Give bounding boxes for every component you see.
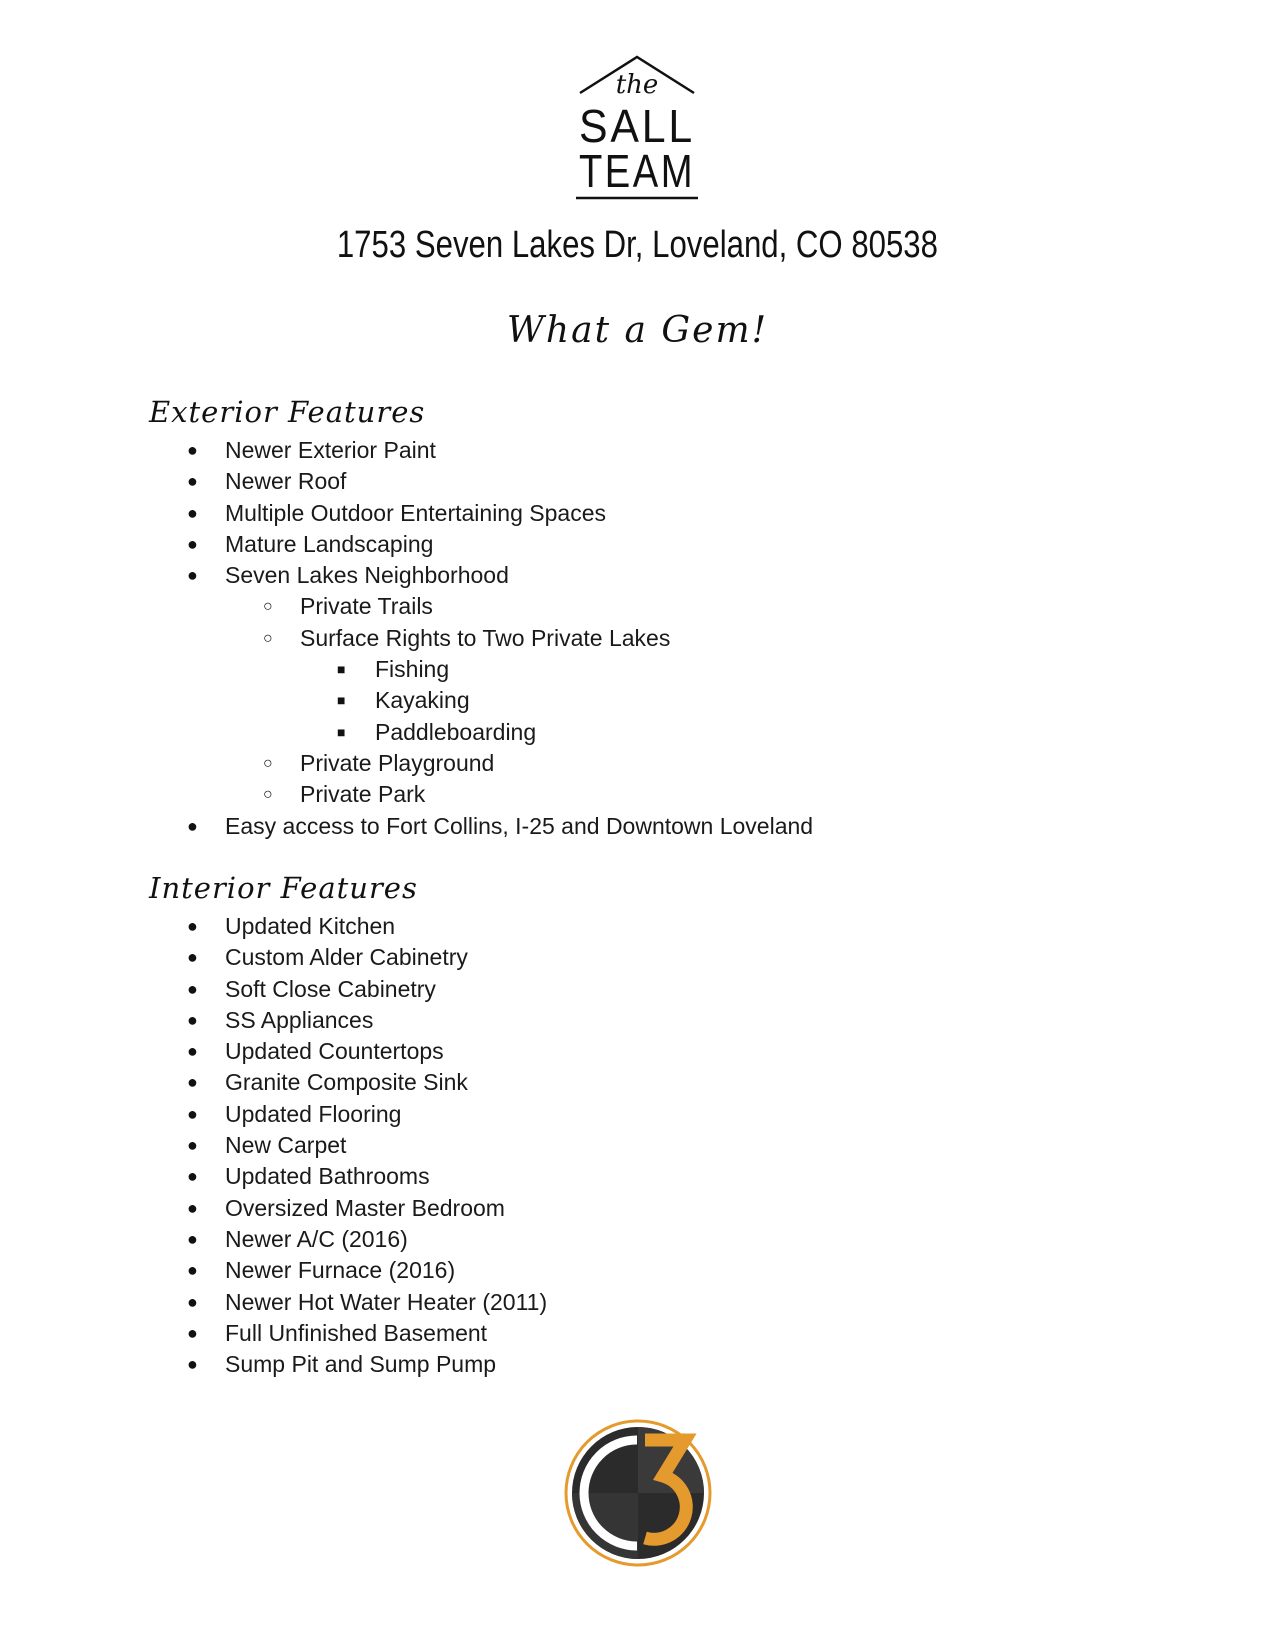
list-item: ● Newer Roof xyxy=(0,466,813,497)
logo-team-text: TEAM xyxy=(579,145,695,197)
bullet-disc-icon: ● xyxy=(187,1260,198,1281)
list-item: ● Multiple Outdoor Entertaining Spaces xyxy=(0,498,813,529)
sall-team-logo xyxy=(572,55,702,205)
list-item: ● Sump Pit and Sump Pump xyxy=(0,1349,547,1380)
bullet-disc-icon: ● xyxy=(187,947,198,968)
property-address: 1753 Seven Lakes Dr, Loveland, CO 80538 xyxy=(336,224,938,266)
bullet-circle-icon: ○ xyxy=(263,629,273,647)
list-item: ● Seven Lakes Neighborhood xyxy=(0,560,813,591)
list-item: ○ Private Trails xyxy=(0,591,813,622)
list-item: ● Updated Flooring xyxy=(0,1099,547,1130)
bullet-circle-icon: ○ xyxy=(263,598,273,616)
list-item: ● Soft Close Cabinetry xyxy=(0,974,547,1005)
list-item: ● Newer Furnace (2016) xyxy=(0,1255,547,1286)
interior-features-list xyxy=(0,911,547,1380)
logo-the-text: the xyxy=(615,70,659,100)
list-item: ■ Fishing xyxy=(0,654,813,685)
bullet-disc-icon: ● xyxy=(187,565,198,586)
bullet-disc-icon: ● xyxy=(187,502,198,523)
logo-sall-text: SALL xyxy=(579,100,695,152)
list-item: ● Newer Hot Water Heater (2011) xyxy=(0,1287,547,1318)
bullet-square-icon: ■ xyxy=(337,723,346,740)
list-item: ● Granite Composite Sink xyxy=(0,1067,547,1098)
bullet-disc-icon: ● xyxy=(187,440,198,460)
list-item: ● Custom Alder Cabinetry xyxy=(0,942,547,973)
list-item: ○ Private Playground xyxy=(0,748,813,779)
list-item: ■ Paddleboarding xyxy=(0,717,813,748)
bullet-disc-icon: ● xyxy=(187,916,198,936)
bullet-square-icon: ■ xyxy=(337,661,346,678)
bullet-disc-icon: ● xyxy=(187,1072,198,1093)
bullet-disc-icon: ● xyxy=(187,471,198,492)
c3-logo xyxy=(563,1418,713,1568)
bullet-square-icon: ■ xyxy=(337,692,346,709)
list-item: ● SS Appliances xyxy=(0,1005,547,1036)
bullet-disc-icon: ● xyxy=(187,1291,198,1312)
tagline: What a Gem! xyxy=(506,310,769,351)
exterior-features-heading: Exterior Features xyxy=(149,395,426,429)
list-item: ○ Surface Rights to Two Private Lakes xyxy=(0,623,813,654)
bullet-circle-icon: ○ xyxy=(263,754,273,772)
c3-logo-text: C3 xyxy=(638,1566,640,1567)
list-item: ● Easy access to Fort Collins, I-25 and Downtown Loveland xyxy=(0,811,813,842)
list-item: ● New Carpet xyxy=(0,1130,547,1161)
list-item: ● Mature Landscaping xyxy=(0,529,813,560)
list-item: ○ Private Park xyxy=(0,779,813,810)
bullet-disc-icon: ● xyxy=(187,1197,198,1218)
list-item: ● Updated Bathrooms xyxy=(0,1161,547,1192)
bullet-disc-icon: ● xyxy=(187,1009,198,1030)
bullet-disc-icon: ● xyxy=(187,1041,198,1062)
bullet-disc-icon: ● xyxy=(187,1166,198,1187)
list-item: ● Updated Kitchen xyxy=(0,911,547,942)
bullet-disc-icon: ● xyxy=(187,1322,198,1343)
bullet-disc-icon: ● xyxy=(187,1228,198,1249)
bullet-disc-icon: ● xyxy=(187,815,198,836)
list-item: ● Full Unfinished Basement xyxy=(0,1318,547,1349)
list-item: ● Newer Exterior Paint xyxy=(0,435,813,466)
list-item: ■ Kayaking xyxy=(0,685,813,716)
list-item: ● Newer A/C (2016) xyxy=(0,1224,547,1255)
bullet-disc-icon: ● xyxy=(187,533,198,554)
bullet-disc-icon: ● xyxy=(187,978,198,999)
list-item: ● Updated Countertops xyxy=(0,1036,547,1067)
list-item: ● Oversized Master Bedroom xyxy=(0,1193,547,1224)
c3-brand-icon xyxy=(563,1418,713,1568)
interior-features-heading: Interior Features xyxy=(149,871,418,905)
house-logo-icon xyxy=(572,55,702,205)
bullet-disc-icon: ● xyxy=(187,1354,198,1375)
bullet-disc-icon: ● xyxy=(187,1103,198,1124)
bullet-circle-icon: ○ xyxy=(263,786,273,804)
bullet-disc-icon: ● xyxy=(187,1135,198,1156)
exterior-features-list xyxy=(0,435,813,842)
